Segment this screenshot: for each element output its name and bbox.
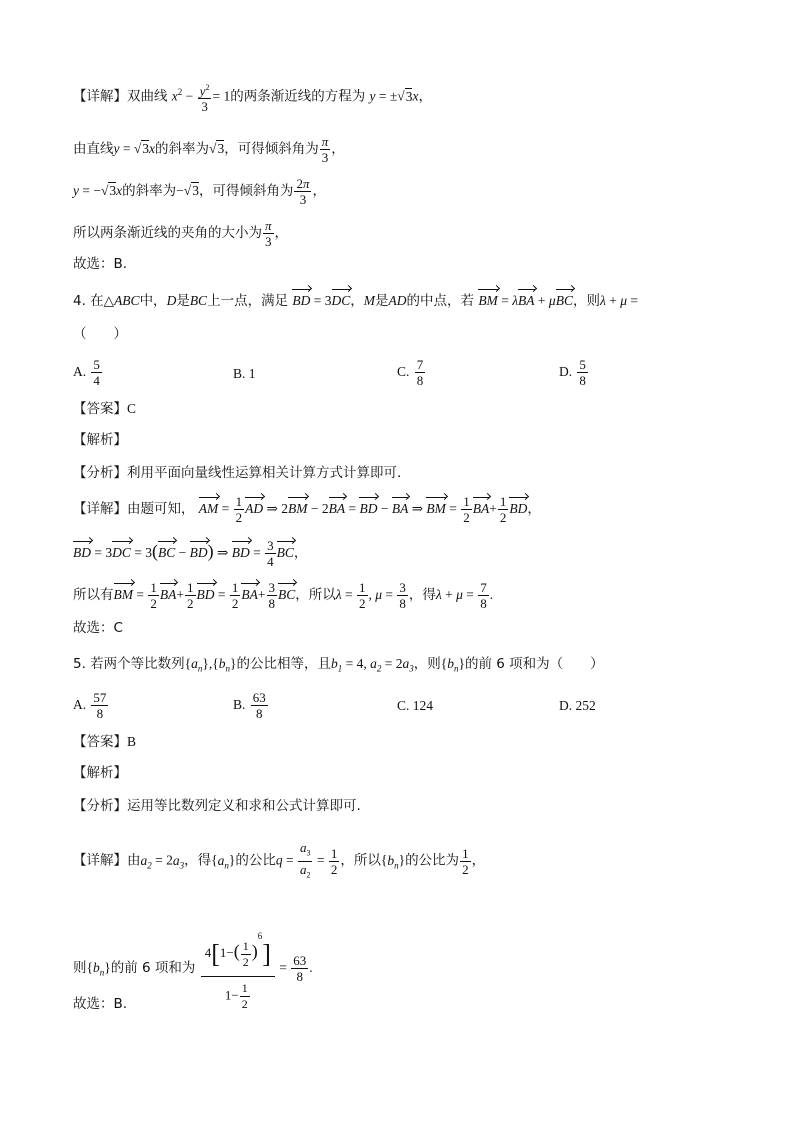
q4-result: 所以有BM = $\frac{1}{2}$ BA+ $\frac{1}{2}$ BD = $\frac{1}{2}$ BA+ $\frac{3}{8}$ BC，所以λ = $\frac{1}{2}$ , μ = $\frac{3}{8}$ ，得λ + μ = $\frac{7}{8}$ . <box>73 580 494 611</box>
q4-option-c: C. $\frac{7}{8}$ <box>397 357 424 388</box>
q4-stem: 4. 在△ABC中，D是BC上一点，满足 BD = 3DC，M是AD的中点，若 BM = λBA + μBC，则λ + μ = <box>73 293 638 309</box>
q4-option-b: B. 1 <box>233 366 256 381</box>
q4-answer: 【答案】C <box>73 401 137 417</box>
q5-method: 【分析】运用等比数列定义和求和公式计算即可. <box>73 798 361 814</box>
q5-option-c: C. 124 <box>397 698 434 713</box>
q3-detail-line: 【详解】双曲线 $x^2$ − $\frac{y^2}{3}$ = 1的两条渐近线的方程为 y = ±√3x， <box>73 80 432 114</box>
q5-detail-line: 【详解】由$a_2 = 2a_3$，得$\{a_n\}$的公比q = $\frac{a_3}{a_2}$ = $\frac{1}{2}$ ，所以$\{b_n\}$的公比为 $\frac{1}{2}$ ， <box>73 840 486 880</box>
q5-option-b: B. $\frac{63}{8}$ <box>233 690 266 721</box>
q4-option-d: D. $\frac{5}{8}$ <box>559 357 586 388</box>
q5-sum-line: 则$\{b_n\}$的前 6 项和为 4[1−( $\frac{1}{2}$ )$^6$] 1− $\frac{1}{2}$ = $\frac{63}{8}$ . <box>73 925 313 1012</box>
q4-detail-line-1: 【详解】由题可知， AM = $\frac{1}{2}$ AD ⇒ 2BM − 2BA = BD − BA ⇒ BM = $\frac{1}{2}$ BA+ $\frac{1}{2}$ BD， <box>73 494 541 525</box>
q3-angle-line: 所以两条渐近线的夹角的大小为 $\frac{\pi}{3}$ ， <box>73 218 289 249</box>
q5-option-a: A. $\frac{57}{8}$ <box>73 690 107 721</box>
q3-slope-line-1: 由直线y = √3x的斜率为√3，可得倾斜角为 $\frac{\pi}{3}$ ， <box>73 134 345 165</box>
q3-choice: 故选：B. <box>73 256 128 272</box>
q3-slope-line-2: y = −√3x的斜率为−√3，可得倾斜角为 $\frac{2\pi}{3}$ ， <box>73 176 326 207</box>
q5-analysis-label: 【解析】 <box>73 765 127 781</box>
q4-paren: （ ） <box>73 326 127 342</box>
q4-choice: 故选：C <box>73 620 123 636</box>
q4-analysis-label: 【解析】 <box>73 432 127 448</box>
detail-label: 【详解】 <box>73 88 127 105</box>
q4-option-a: A. $\frac{5}{4}$ <box>73 357 100 388</box>
q5-answer: 【答案】B <box>73 734 137 750</box>
q5-option-d: D. 252 <box>559 698 596 713</box>
q4-method: 【分析】利用平面向量线性运算相关计算方式计算即可. <box>73 465 402 481</box>
q5-stem: 5. 若两个等比数列$\{a_n\},\{b_n\}$的公比相等，且$b_1 = 4$, $a_2 = 2a_3$，则$\{b_n\}$的前 6 项和为（ ） <box>73 656 604 674</box>
q5-choice: 故选：B. <box>73 996 128 1012</box>
q4-detail-line-2: BD = 3DC = 3(BC − BD) ⇒ BD = $\frac{3}{4}$ BC， <box>73 538 308 569</box>
